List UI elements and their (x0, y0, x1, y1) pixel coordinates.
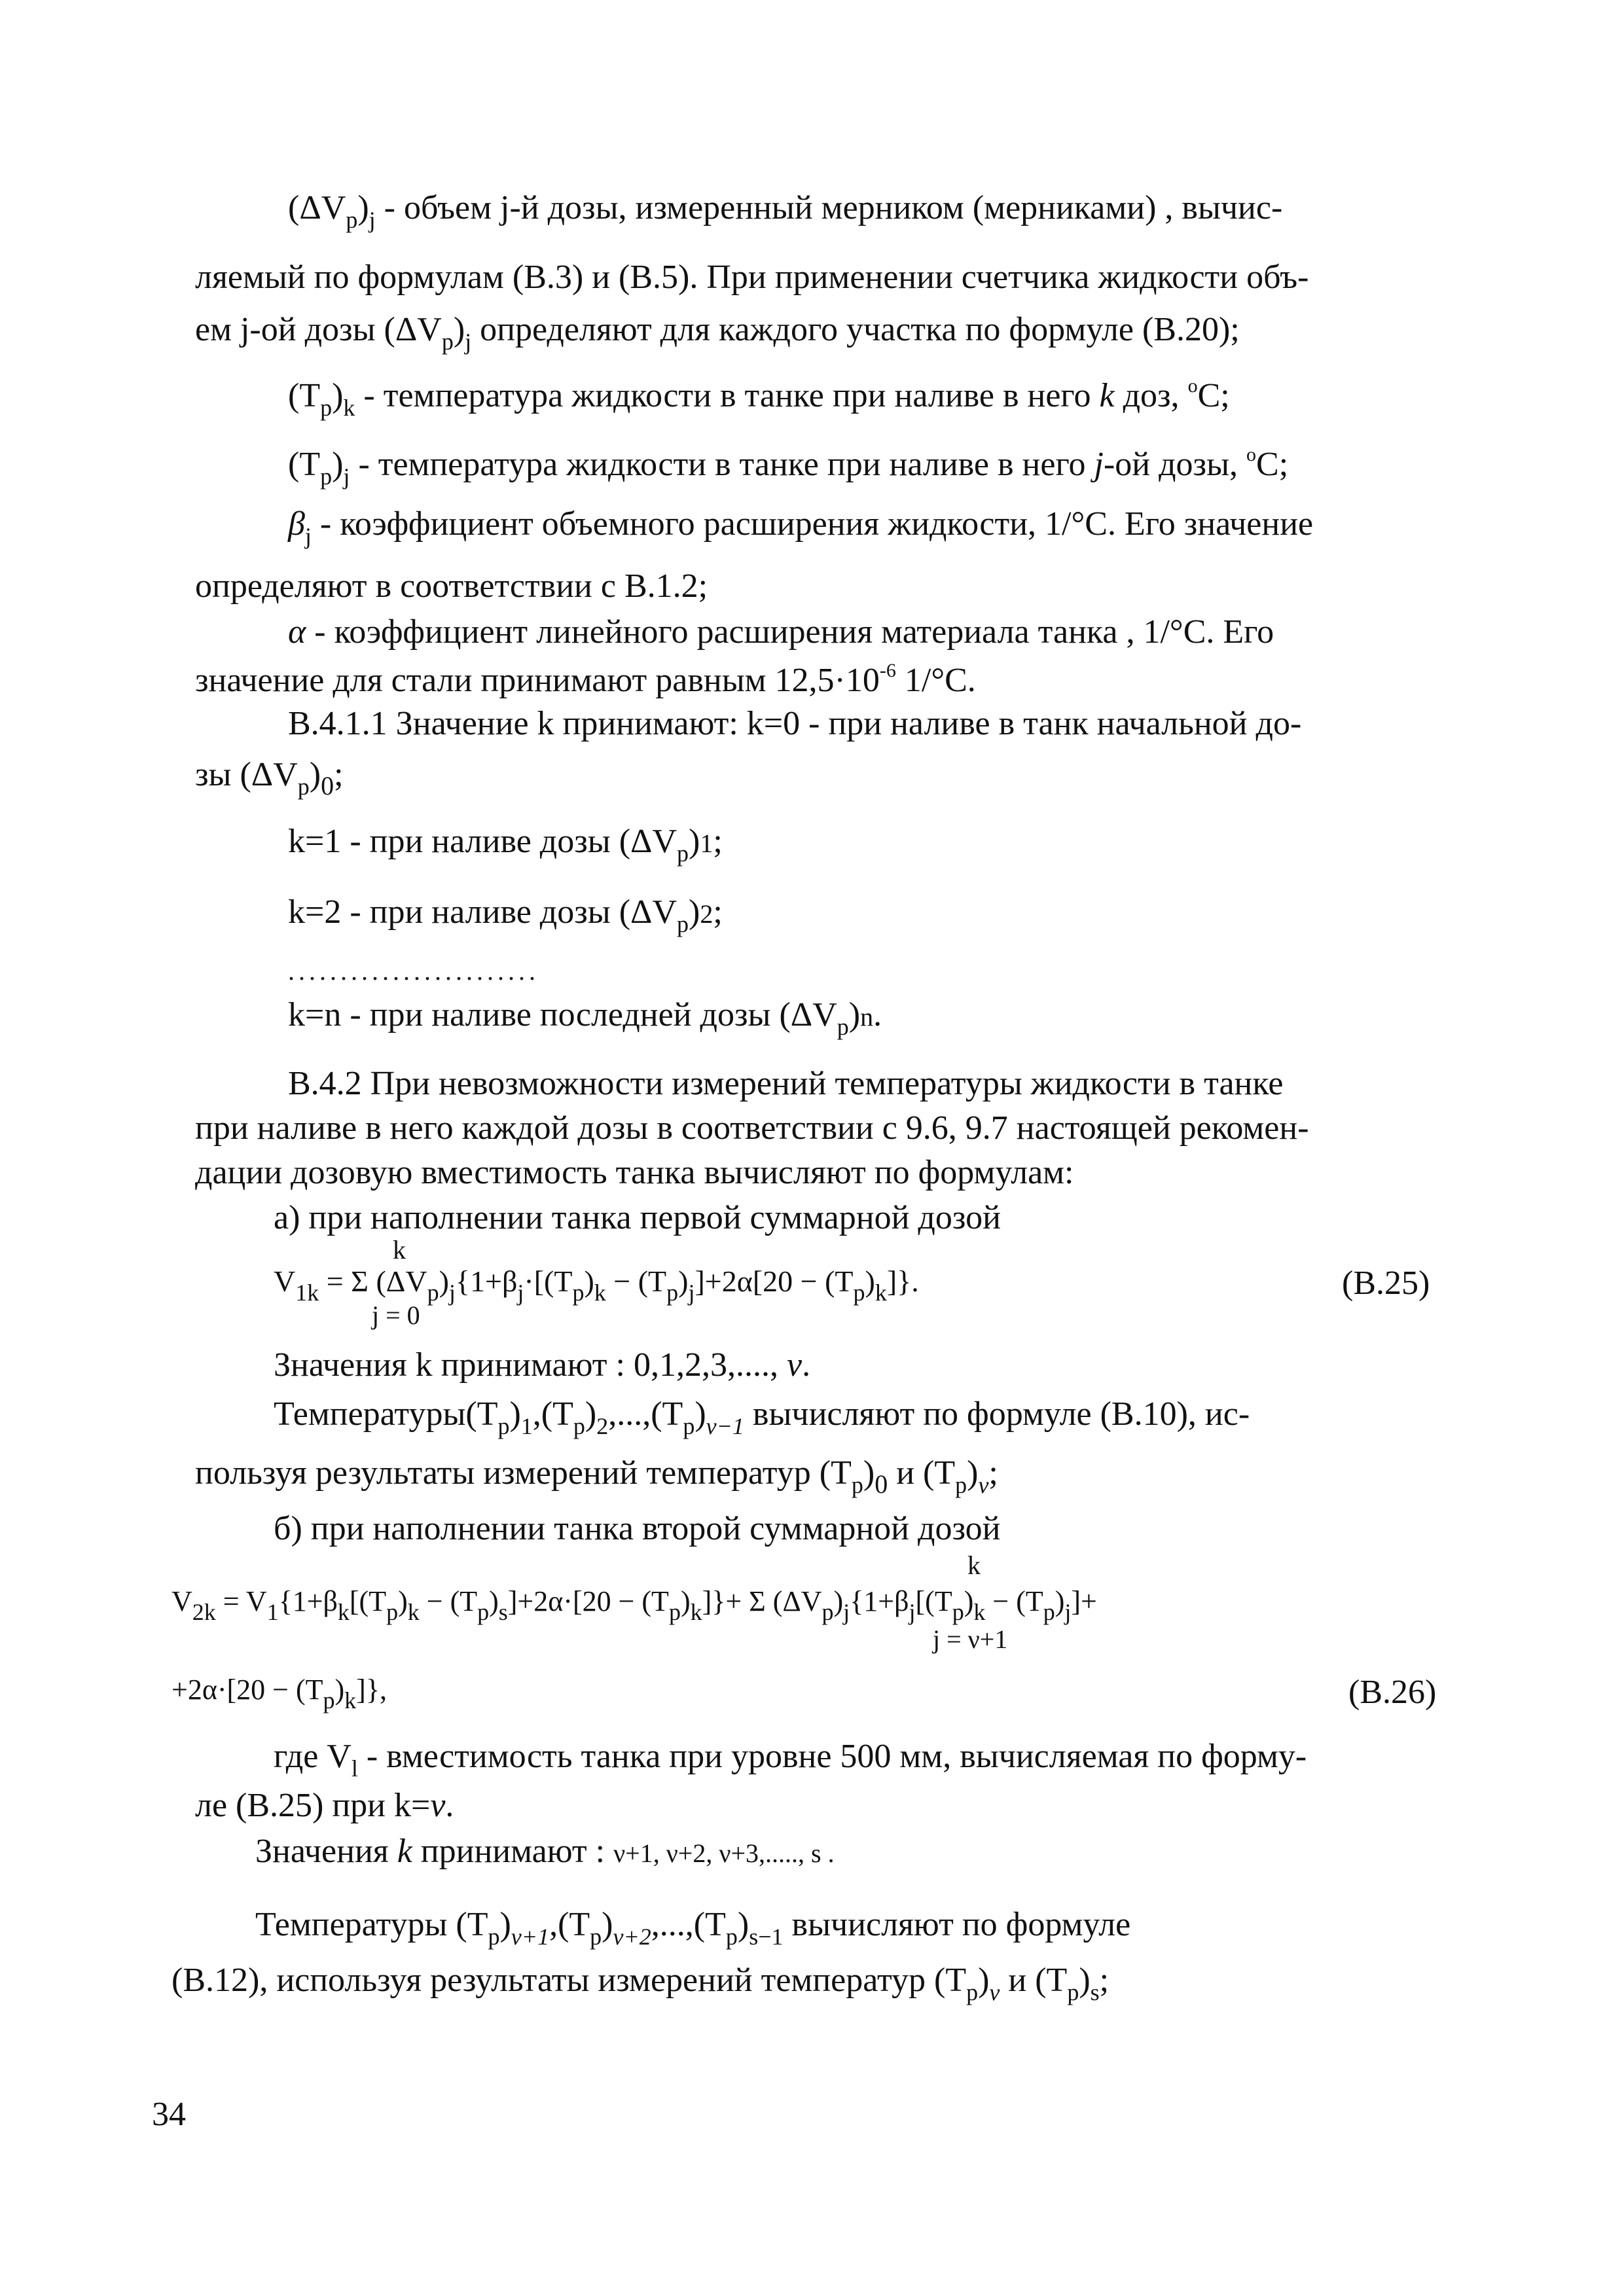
line-10 (288, 707, 1301, 741)
sub-p: p (821, 1599, 834, 1625)
line-11 (195, 758, 344, 799)
italic-k: k (1099, 377, 1115, 414)
sub-j: j (843, 1599, 850, 1625)
text: ; (713, 823, 723, 860)
line-22 (274, 1512, 1001, 1546)
part: ·[(T (524, 1265, 573, 1298)
text: ; (713, 893, 723, 931)
degree: o (1187, 375, 1198, 397)
part: {1+β (278, 1585, 338, 1617)
sub-p: p (386, 1599, 399, 1625)
sub-p: p (837, 1014, 849, 1040)
line-1 (288, 191, 1282, 232)
sub-p: p (323, 1687, 335, 1713)
paren: ) (689, 893, 700, 931)
line-13 (288, 895, 723, 936)
eq25-lower-limit: j = 0 (372, 1300, 420, 1330)
sub-j: j (1064, 1599, 1072, 1625)
sub-p: p (668, 1599, 681, 1625)
sub-1: 1 (520, 1413, 533, 1439)
part: ]}, (356, 1674, 387, 1706)
sub-n: n (860, 1002, 874, 1031)
sub-p: p (572, 1280, 585, 1306)
text: ; (334, 756, 344, 793)
text: принимают : (412, 1833, 614, 1870)
sub-k: k (337, 1599, 350, 1625)
paren: ) (332, 446, 344, 483)
paren: ) (848, 996, 861, 1033)
text: значение для стали принимают равным 12,5·10 (195, 662, 880, 699)
page-number: 34 (152, 2096, 186, 2133)
text: ляемый по формулам (В.3) и (В.5). При применении счетчика жидкости объ- (195, 259, 1309, 296)
text: Значения k принимают : 0,1,2,3,...., (274, 1346, 787, 1384)
text: вычисляют по формуле (783, 1906, 1131, 1943)
sub-nu: ν (989, 1979, 1000, 2005)
exponent: -6 (879, 660, 896, 681)
paren: ) (499, 1906, 511, 1943)
paren: ) (332, 377, 344, 414)
sub-1: 1 (266, 1599, 279, 1625)
text: - коэффициент объемного расширения жидкости, 1/°С. Его значение (311, 505, 1314, 543)
sub-j: j (465, 329, 472, 355)
text: k=1 - при наливе дозы (ΔV (288, 823, 677, 860)
text: (T (288, 377, 321, 414)
text: где V (274, 1738, 352, 1775)
sub-j: j (369, 207, 376, 233)
text: C; (1256, 446, 1289, 483)
paren: ) (309, 756, 321, 793)
nu: ν (786, 1346, 803, 1384)
line-6 (288, 507, 1313, 548)
delta-v: (ΔV (288, 189, 346, 226)
equation-number-b26: (В.26) (1348, 1674, 1437, 1711)
sub-k: k (594, 1280, 606, 1306)
line-5 (288, 445, 1288, 488)
text: зы (ΔV (195, 756, 298, 793)
text: и (T (888, 1454, 956, 1492)
eq25-upper-limit: k (393, 1235, 406, 1265)
line-23 (274, 1740, 1307, 1780)
text: дации дозовую вместимость танка вычисляют по формулам: (195, 1154, 1074, 1191)
text: . (445, 1787, 454, 1824)
text: C; (1197, 377, 1230, 414)
sub-k: k (973, 1599, 986, 1625)
text: б) при наполнении танка второй суммарной дозой (274, 1510, 1001, 1547)
nu: ν (430, 1787, 446, 1824)
part: ) (398, 1585, 408, 1617)
part: ]+ (1071, 1585, 1097, 1617)
equation-b26 (171, 1587, 1097, 1624)
part: ) (334, 1674, 345, 1706)
text: вычисляют по формуле (В.10), ис- (744, 1395, 1250, 1433)
line-20 (274, 1397, 1250, 1438)
text: Значения (255, 1833, 397, 1870)
sub-k: k (344, 1687, 357, 1713)
sub-p: p (677, 911, 689, 937)
sub-j: j (517, 1280, 524, 1306)
paren: ) (602, 1906, 613, 1943)
sub-p: p (590, 1924, 602, 1950)
paren: ) (978, 1962, 990, 1999)
sub-k: k (875, 1280, 887, 1306)
sub-k: k (407, 1599, 420, 1625)
sub-0: 0 (321, 771, 334, 800)
paren: ) (737, 1906, 749, 1943)
paren: ) (453, 311, 465, 348)
paren: ) (695, 1395, 706, 1433)
v: V (274, 1265, 296, 1298)
sub-p: p (955, 1472, 967, 1498)
line-18 (274, 1201, 1001, 1235)
equation-number-b25: (В.25) (1342, 1265, 1430, 1302)
ellipsis-dots: ........................ (288, 956, 539, 986)
text: ,(T (532, 1395, 573, 1433)
sub-2k: 2k (192, 1599, 216, 1625)
line-27 (171, 1964, 1109, 2004)
sub-p: p (320, 463, 333, 490)
part: ]}+ Σ (ΔV (702, 1585, 822, 1617)
text: - объем j-й дозы, измеренный мерником (мерниками) , вычис- (375, 189, 1283, 226)
text: пользуя результаты измерений температур (T (195, 1454, 852, 1492)
line-12 (288, 825, 723, 865)
text: ; (1099, 1962, 1110, 1999)
sub-p: p (573, 1413, 585, 1439)
text: Температуры(T (274, 1395, 498, 1433)
text: ,(T (549, 1906, 590, 1943)
part: − (T (985, 1585, 1043, 1617)
line-26 (255, 1908, 1130, 1948)
equation-b25 (274, 1266, 919, 1304)
text: и (T (1000, 1962, 1068, 1999)
part: ) (489, 1585, 499, 1617)
part: − (T (419, 1585, 478, 1617)
line-19 (274, 1348, 810, 1382)
text: - температура жидкости в танке при наливе в него (355, 377, 1100, 414)
line-14 (288, 998, 882, 1039)
text: В.4.2 При невозможности измерений температуры жидкости в танке (288, 1065, 1284, 1102)
sub-p: p (297, 774, 310, 800)
part: = V (215, 1585, 267, 1617)
text: - температура жидкости в танке при наливе в него (350, 446, 1094, 483)
text: ем j-ой дозы (ΔV (195, 311, 442, 348)
v: V (171, 1585, 192, 1617)
sub-p: p (427, 1280, 439, 1306)
alpha: α (288, 613, 306, 651)
text: ,...,(T (608, 1395, 683, 1433)
sub-p: p (320, 395, 333, 421)
line-16 (195, 1111, 1309, 1145)
paren: ) (357, 189, 369, 226)
line-3 (195, 313, 1240, 353)
text: определяют для каждого участка по формуле (В.20); (471, 311, 1240, 348)
part: +2α·[20 − (T (171, 1674, 323, 1706)
sub-p: p (441, 329, 454, 355)
text: 1/°С. (895, 662, 976, 699)
sub-p: p (666, 1280, 679, 1306)
text: доз, (1114, 377, 1188, 414)
eq26-lower-limit: j = ν+1 (933, 1624, 1008, 1654)
part: [(T (915, 1585, 952, 1617)
line-25 (255, 1835, 835, 1869)
line-15 (288, 1067, 1283, 1101)
text: k=2 - при наливе дозы (ΔV (288, 893, 677, 931)
part: [(T (349, 1585, 387, 1617)
sub-j: j (343, 463, 350, 490)
sub-1: l (351, 1755, 358, 1782)
text: В.4.1.1 Значение k принимают: k=0 - при наливе в танк начальной до- (288, 705, 1302, 742)
sub-p: p (488, 1924, 500, 1950)
text: - вместимость танка при уровне 500 мм, вычисляемая по форму- (357, 1738, 1307, 1775)
part: ) (865, 1265, 875, 1298)
sub-nu-plus-2: ν+2 (613, 1924, 651, 1950)
text: ,...,(T (651, 1906, 726, 1943)
sub-k: k (343, 395, 355, 421)
text: при наливе в него каждой дозы в соответствии с 9.6, 9.7 настоящей рекомен- (195, 1109, 1309, 1147)
text: k=n - при наливе последней дозы (ΔV (288, 996, 837, 1033)
part: ) (584, 1265, 594, 1298)
text: Температуры (T (255, 1906, 488, 1943)
degree: o (1246, 444, 1257, 465)
sub-p: p (497, 1413, 510, 1439)
paren: ) (967, 1454, 979, 1492)
sub-p: p (952, 1599, 964, 1625)
part: ) (833, 1585, 844, 1617)
sub-j: j (909, 1599, 916, 1625)
sub-p: p (966, 1979, 979, 2005)
sub-p: p (851, 1472, 863, 1498)
sub-s: s (1090, 1979, 1100, 2005)
line-7 (195, 569, 708, 603)
line-21 (195, 1456, 998, 1498)
paren: ) (689, 823, 700, 860)
part: ) (439, 1265, 449, 1298)
part: ]+2α·[20 − (T (507, 1585, 669, 1617)
sub-p: p (1043, 1599, 1055, 1625)
sub-s: s (498, 1599, 508, 1625)
sub-nu: ν (978, 1472, 989, 1498)
text: определяют в соответствии с В.1.2; (195, 567, 708, 605)
text: ; (988, 1454, 998, 1492)
line-17 (195, 1156, 1074, 1190)
eq26-upper-limit: k (967, 1551, 981, 1580)
text: ле (В.25) при k= (195, 1787, 431, 1824)
part: ) (1055, 1585, 1065, 1617)
line-4 (288, 376, 1230, 420)
sub-p: p (683, 1413, 695, 1439)
part: {1+β (850, 1585, 909, 1617)
sub-s-minus-1: s−1 (749, 1924, 784, 1950)
sub-0: 0 (875, 1469, 888, 1499)
paren: ) (1079, 1962, 1091, 1999)
sub-p: p (677, 840, 689, 867)
line-8 (288, 615, 1274, 649)
part: − (T (605, 1265, 667, 1298)
text: - коэффициент линейного расширения материала танка , 1/°С. Его (306, 613, 1274, 651)
equation-b26-line2 (171, 1676, 387, 1712)
part: ) (678, 1265, 689, 1298)
sub-p: p (346, 207, 358, 233)
text: (T (288, 446, 321, 483)
paren: ) (585, 1395, 597, 1433)
sub-1: 1 (700, 829, 713, 858)
sub-p: p (725, 1924, 738, 1950)
paren: ) (863, 1454, 875, 1492)
sub-nu-plus-1: ν+1 (511, 1924, 550, 1950)
line-9 (195, 661, 976, 698)
part: ]}. (886, 1265, 919, 1298)
sub-k: k (690, 1599, 702, 1625)
part: = Σ (ΔV (319, 1265, 427, 1298)
sub-1k: 1k (295, 1280, 319, 1306)
beta: β (288, 505, 305, 543)
sub-p: p (1067, 1979, 1079, 2005)
values: ν+1, ν+2, ν+3,....., s . (613, 1839, 835, 1868)
sub-j: j (688, 1280, 695, 1306)
line-2 (195, 260, 1308, 295)
sub-nu-minus-1: ν−1 (706, 1413, 744, 1439)
sub-j: j (304, 523, 312, 549)
text: (В.12), используя результаты измерений температур (T (171, 1962, 967, 1999)
part: ]+2α[20 − (T (695, 1265, 854, 1298)
text: . (873, 996, 882, 1033)
sub-p: p (477, 1599, 490, 1625)
sub-j: j (448, 1280, 456, 1306)
paren: ) (509, 1395, 521, 1433)
part: ) (680, 1585, 691, 1617)
text: -ой дозы, (1103, 446, 1247, 483)
text: . (802, 1346, 811, 1384)
italic-j: j (1094, 446, 1104, 483)
text: а) при наполнении танка первой суммарной дозой (274, 1199, 1001, 1236)
part: ) (964, 1585, 974, 1617)
line-24 (195, 1789, 454, 1823)
italic-k: k (397, 1833, 412, 1870)
sub-p: p (853, 1280, 865, 1306)
sub-2: 2 (700, 899, 713, 929)
sub-2: 2 (596, 1413, 609, 1439)
part: {1+β (455, 1265, 518, 1298)
